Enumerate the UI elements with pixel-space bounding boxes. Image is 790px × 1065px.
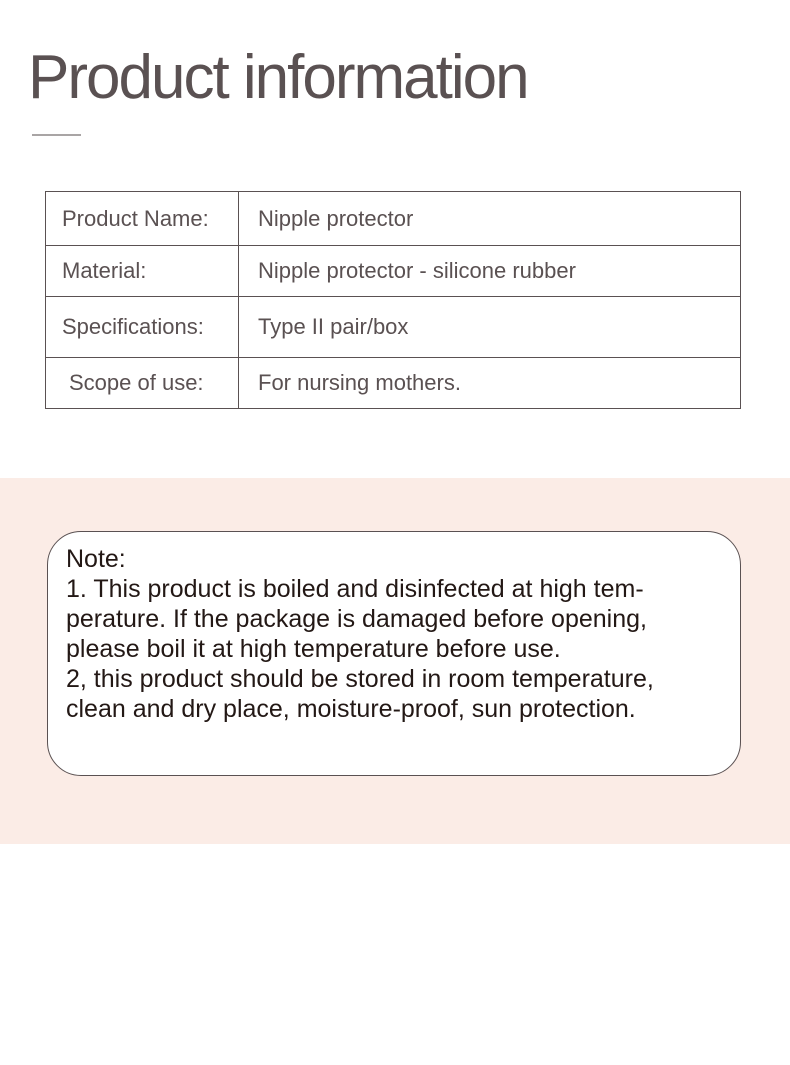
row-value: For nursing mothers. (239, 358, 741, 409)
table-row (46, 297, 741, 358)
row-label: Specifications: (46, 297, 239, 358)
note-line: 1. This product is boiled and disinfected at high tem- (66, 575, 644, 603)
note-line: clean and dry place, moisture-proof, sun protection. (66, 695, 636, 723)
note-line: 2, this product should be stored in room temperature, (66, 665, 654, 693)
note-heading: Note: (66, 545, 126, 573)
row-label: Scope of use: (46, 358, 239, 409)
row-label: Material: (46, 246, 239, 297)
product-info-table (45, 191, 741, 409)
row-value: Type II pair/box (239, 297, 741, 358)
note-line: please boil it at high temperature before use. (66, 635, 561, 663)
table-row (46, 246, 741, 297)
row-value: Nipple protector (239, 192, 741, 246)
note-box (47, 531, 741, 776)
page-title: Product information (28, 43, 528, 112)
row-label: Product Name: (46, 192, 239, 246)
title-underline (32, 134, 81, 136)
table-row (46, 192, 741, 246)
note-line: perature. If the package is damaged before opening, (66, 605, 647, 633)
row-value: Nipple protector - silicone rubber (239, 246, 741, 297)
table-row (46, 358, 741, 409)
